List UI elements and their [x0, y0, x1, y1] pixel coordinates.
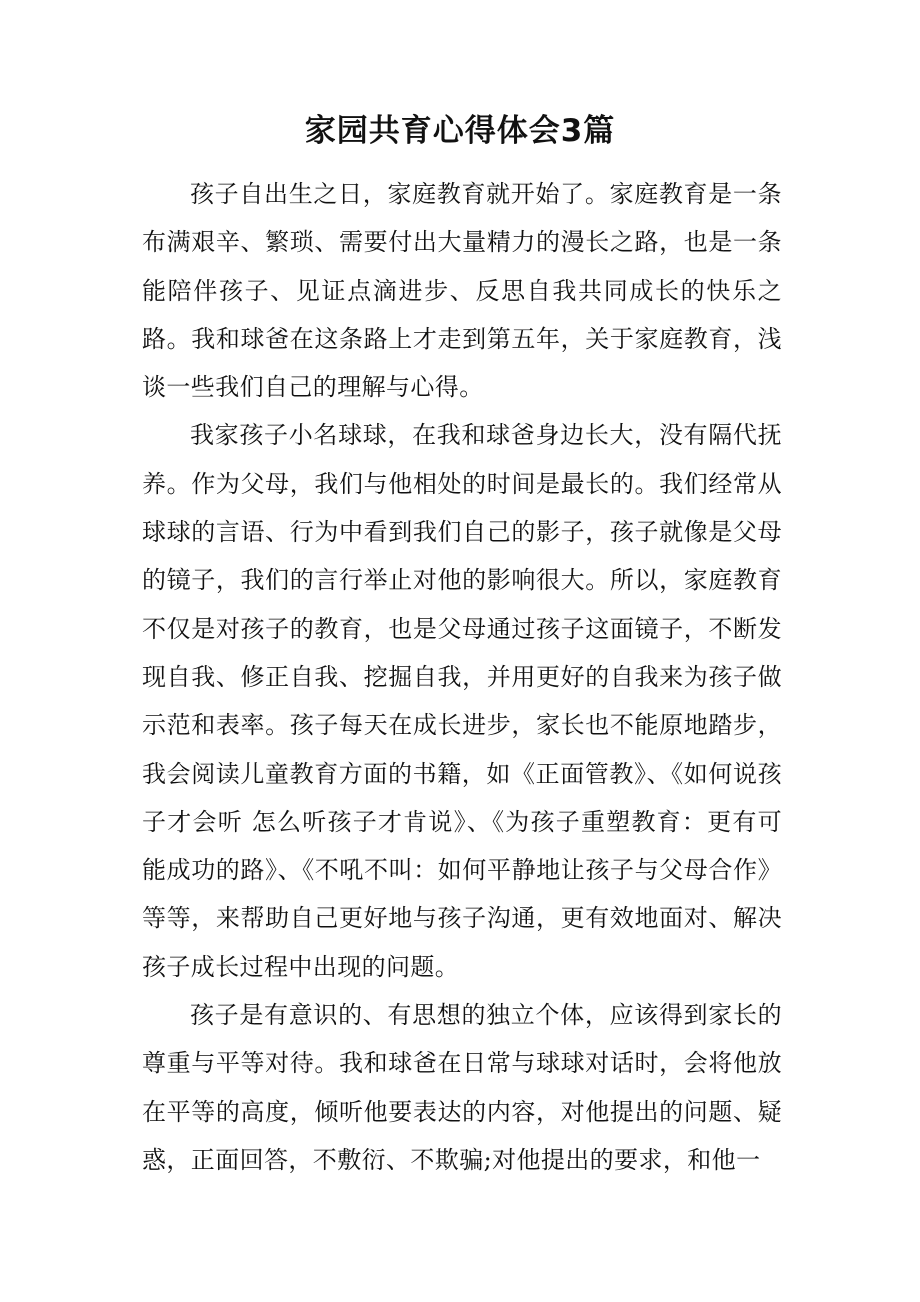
- document-title: 家园共育心得体会3篇: [304, 113, 616, 149]
- document-body: [142, 170, 782, 1184]
- paragraph-2: 我家孩子小名球球，在我和球爸身边长大，没有隔代抚养。作为父母，我们与他相处的时间是最长的。我们经常从球球的言语、行为中看到我们自己的影子，孩子就像是父母的镜子，我们的言行举止对他的影响很大。所以，家庭教育不仅是对孩子的教育，也是父母通过孩子这面镜子，不断发现自我、修正自我、挖掘自我，并用更好的自我来为孩子做示范和表率。孩子每天在成长进步，家长也不能原地踏步，我会阅读儿童教育方面的书籍，如《正面管教》、《如何说孩子才会听 怎么听孩子才肯说》、《为孩子重塑教育：更有可能成功的路》、《不吼不叫：如何平静地让孩子与父母合作》等等，来帮助自己更好地与孩子沟通，更有效地面对、解决孩子成长过程中出现的问题。: [142, 421, 782, 981]
- paragraph-1: 孩子自出生之日，家庭教育就开始了。家庭教育是一条布满艰辛、繁琐、需要付出大量精力的漫长之路，也是一条能陪伴孩子、见证点滴进步、反思自我共同成长的快乐之路。我和球爸在这条路上才走到第五年，关于家庭教育，浅谈一些我们自己的理解与心得。: [142, 180, 782, 402]
- paragraph-3: 孩子是有意识的、有思想的独立个体，应该得到家长的尊重与平等对待。我和球爸在日常与球球对话时，会将他放在平等的高度，倾听他要表达的内容，对他提出的问题、疑惑，正面回答，不敷衍、不欺骗;对他提出的要求，和他一: [142, 1001, 782, 1174]
